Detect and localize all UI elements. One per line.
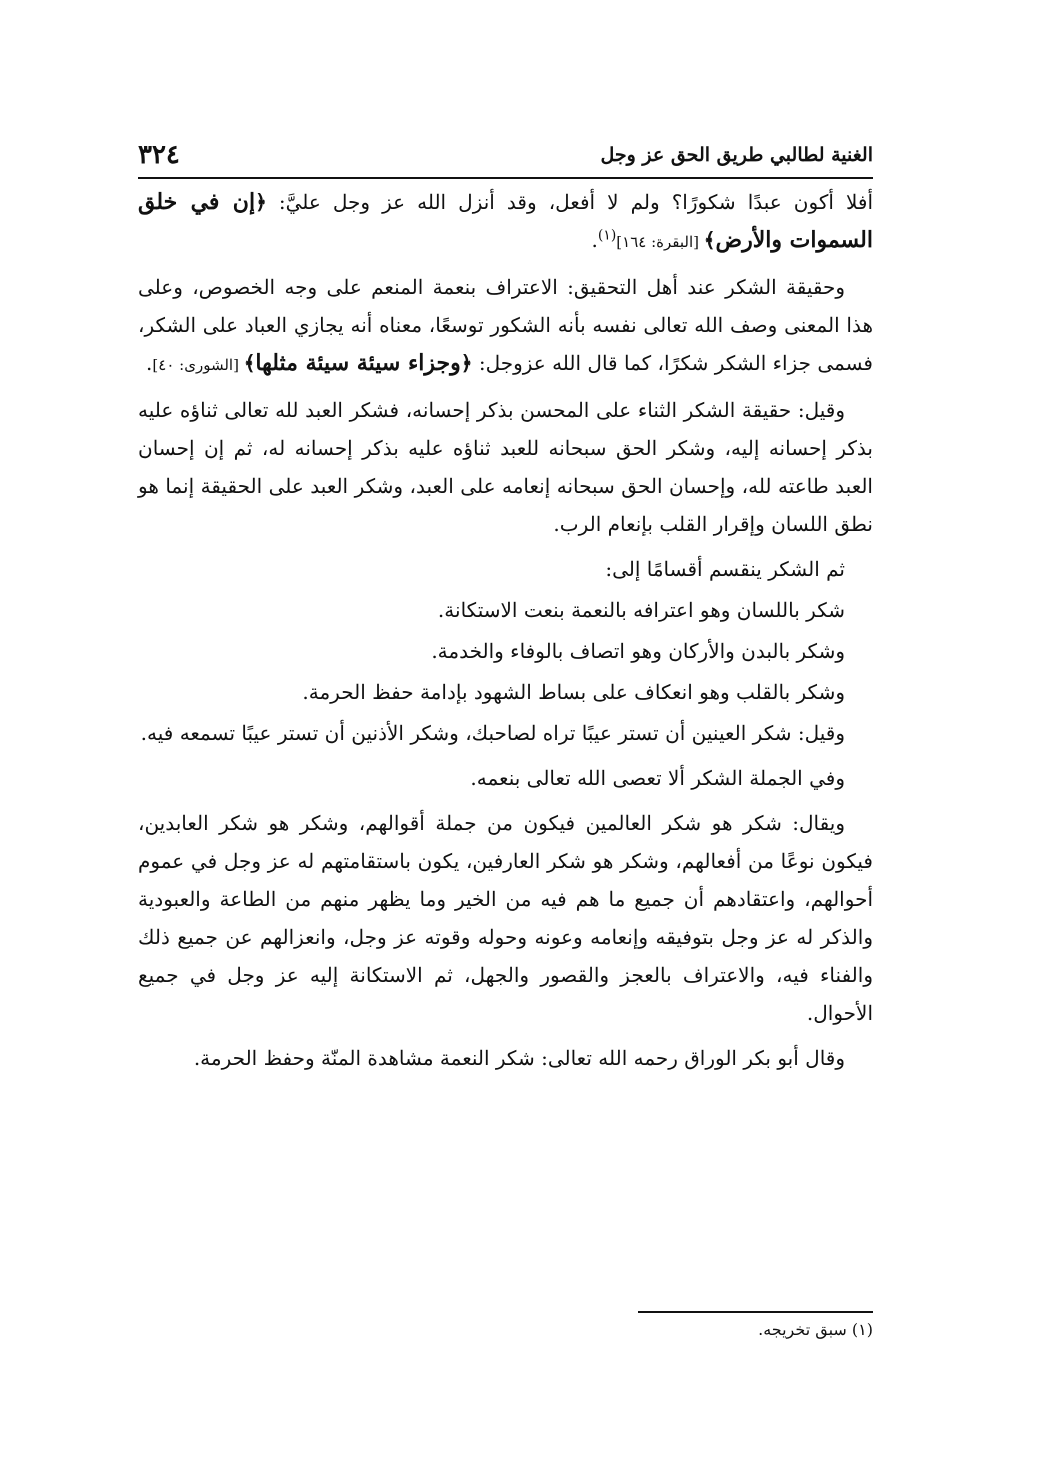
header-divider	[138, 177, 873, 179]
quran-open-bracket: ﴿	[255, 190, 267, 214]
paragraph-4: وقيل: شكر العينين أن تستر عيبًا تراه لصاحبك، وشكر الأذنين أن تستر عيبًا تسمعه فيه.	[140, 721, 845, 745]
running-header	[138, 140, 873, 174]
book-title: الغنية لطالبي طريق الحق عز وجل	[600, 144, 873, 166]
list-item-body: وشكر بالبدن والأركان وهو اتصاف بالوفاء والخدمة.	[431, 639, 845, 663]
quran-verse: وجزاء سيئة سيئة مثلها	[255, 350, 461, 376]
list-item-heart: وشكر بالقلب وهو انعكاف على بساط الشهود بإدامة حفظ الحرمة.	[302, 680, 845, 704]
quran-close-bracket: ﴾	[243, 351, 256, 375]
footnote-marker: (١)	[597, 227, 617, 244]
paragraph-6: ويقال: شكر هو شكر العالمين فيكون من جملة أقوالهم، وشكر هو شكر العابدين، فيكون نوعًا من أفعالهم، وشكر هو شكر العارفين، يكون باستقامتهم له عز وجل في عموم أحوالهم، واعتقادهم أن جميع ما هم فيه من الخير وما يظهر منهم من الطاعة والعبودية والذكر له عز وجل بتوفيقه وإنعامه وعونه وحوله وقوته عز وجل، وانعزالهم عن جميع ذلك والفناء فيه، والاعتراف بالعجز والقصور والجهل، ثم الاستكانة إليه عز وجل في جميع الأحوال.	[138, 811, 873, 1025]
quran-open-bracket: ﴿	[460, 351, 473, 375]
paragraph-1	[138, 183, 873, 261]
list-item-tongue: شكر باللسان وهو اعترافه بالنعمة بنعت الاستكانة.	[437, 598, 845, 622]
quran-close-bracket: ﴾	[703, 228, 716, 252]
paragraph-2-text: وحقيقة الشكر عند أهل التحقيق: الاعتراف بنعمة المنعم على وجه الخصوص، وعلى هذا المعنى وصف الله تعالى نفسه بأنه الشكور توسعًا، معناه أنه يجازي العباد على الشكر، فسمى جزاء الشكر شكرًا، كما قال الله عزوجل:	[138, 275, 873, 375]
quran-verse: إن في خلق السموات والأرض	[138, 189, 873, 253]
footnote: (١) سبق تخريجه.	[758, 1320, 873, 1339]
page-number: ٣٢٤	[138, 140, 180, 170]
paragraph-3: وقيل: حقيقة الشكر الثناء على المحسن بذكر إحسانه، فشكر العبد لله تعالى ثناؤه عليه بذكر إحسانه إليه، وشكر الحق سبحانه للعبد ثناؤه عليه بذكر إحسانه له، ثم إن إحسان العبد طاعته لله، وإحسان الحق سبحانه إنعامه على العبد، وشكر العبد على الحقيقة إنما هو نطق اللسان وإقرار القلب بإنعام الرب.	[138, 398, 873, 536]
paragraph-7: وقال أبو بكر الوراق رحمه الله تعالى: شكر النعمة مشاهدة المنّة وحفظ الحرمة.	[193, 1046, 845, 1070]
paragraph-1-text: أفلا أكون عبدًا شكورًا؟ ولم لا أفعل، وقد أنزل الله عز وجل عليَّ:	[266, 190, 874, 214]
paragraph-5: وفي الجملة الشكر ألا تعصى الله تعالى بنعمه.	[470, 766, 845, 790]
verse-reference: [الشورى: ٤٠]	[152, 356, 244, 374]
paragraph-2-end: .	[146, 351, 153, 375]
verse-reference: [البقرة: ١٦٤]	[616, 233, 704, 251]
paragraph-2	[138, 268, 873, 384]
page-body	[138, 183, 873, 1084]
paragraph-1-end: .	[591, 228, 598, 252]
footnote-divider	[638, 1311, 873, 1313]
list-intro: ثم الشكر ينقسم أقسامًا إلى:	[605, 557, 845, 581]
